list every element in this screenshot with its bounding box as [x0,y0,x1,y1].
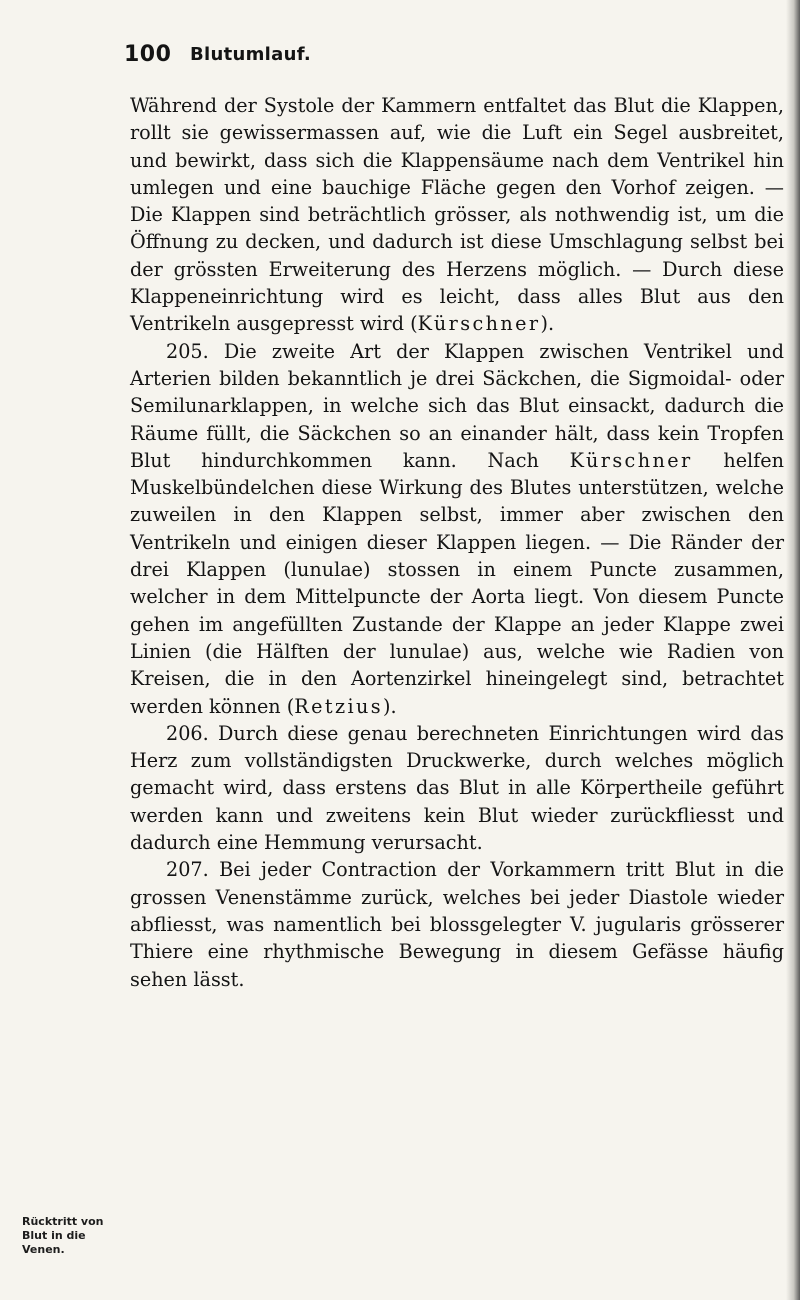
page-number: 100 [124,42,172,67]
paragraph-1-text: Während der Systole der Kammern entfaltet das Blut die Klappen, rollt sie gewissermassen auf, wie die Luft ein Segel ausbreitet, und bewirkt, dass sich die Klappensäume nach dem Ventrikel hin umlegen und eine bauchige Fläche gegen den Vorhof zeigen. — Die Klappen sind beträchtlich grösser, als nothwendig ist, um die Öffnung zu decken, und dadurch ist diese Umschlagung selbst bei der grössten Erweiterung des Herzens möglich. — Durch diese Klappeneinrichtung wird es leicht, dass alles Blut aus den Ventrikeln ausgepresst wird ( [130,94,784,336]
paragraph-205-end: ). [383,694,397,718]
paragraph-205-text-b: helfen Muskelbündelchen diese Wirkung des Blutes unterstützen, welche zuweilen in den Klappen selbst, immer aber zwischen den Ventrikeln und einigen dieser Klappen liegen. — Die Ränder der drei Klappen (lunulae) stossen in einem Puncte zusammen, welcher in dem Mittelpuncte der Aorta liegt. Von diesem Puncte gehen im angefüllten Zustande der Klappe an jeder Klappe zwei Linien (die Hälften der lunulae) aus, welche wie Radien von Kreisen, die in den Aortenzirkel hineingelegt sind, betrachtet werden können ( [130,448,785,718]
author-name: Retzius [294,694,384,718]
body-text [130,92,784,993]
running-head: Blutumlauf. [190,44,311,65]
author-name: Kürschner [417,312,541,336]
margin-note-line: Blut in die [22,1229,86,1242]
paragraph-1-end: ). [540,312,555,336]
paragraph-207: 207. Bei jeder Contraction der Vorkammern tritt Blut in die grossen Venenstämme zurück, welches bei jeder Diastole wieder abfliesst, was namentlich bei blossgelegter V. jugularis grösserer Thiere eine rhythmische Bewegung in diesem Gefässe häufig sehen lässt. [130,858,784,991]
paragraph-205-text-a: 205. Die zweite Art der Klappen zwischen Ventrikel und Arterien bilden bekanntlich je drei Säckchen, die Sigmoidal- oder Semilunarklappen, in welche sich das Blut einsackt, dadurch die Räume füllt, die Säckchen so an einander hält, dass kein Tropfen Blut hindurchkommen kann. Nach [130,339,784,472]
page-header [124,42,724,67]
paragraph-206: 206. Durch diese genau berechneten Einrichtungen wird das Herz zum vollständigsten Druckwerke, durch welches möglich gemacht wird, dass erstens das Blut in alle Körpertheile geführt werden kann und zweitens kein Blut wieder zurückfliesst und dadurch eine Hemmung verursacht. [130,721,784,855]
author-name: Kürschner [569,448,693,472]
margin-note-line: Rücktritt von [22,1215,104,1228]
paragraph-1 [130,92,784,338]
page-edge-shadow [786,0,800,1300]
paragraph-205 [130,338,784,720]
margin-note-line: Venen. [22,1243,65,1256]
margin-note [22,1215,120,1257]
